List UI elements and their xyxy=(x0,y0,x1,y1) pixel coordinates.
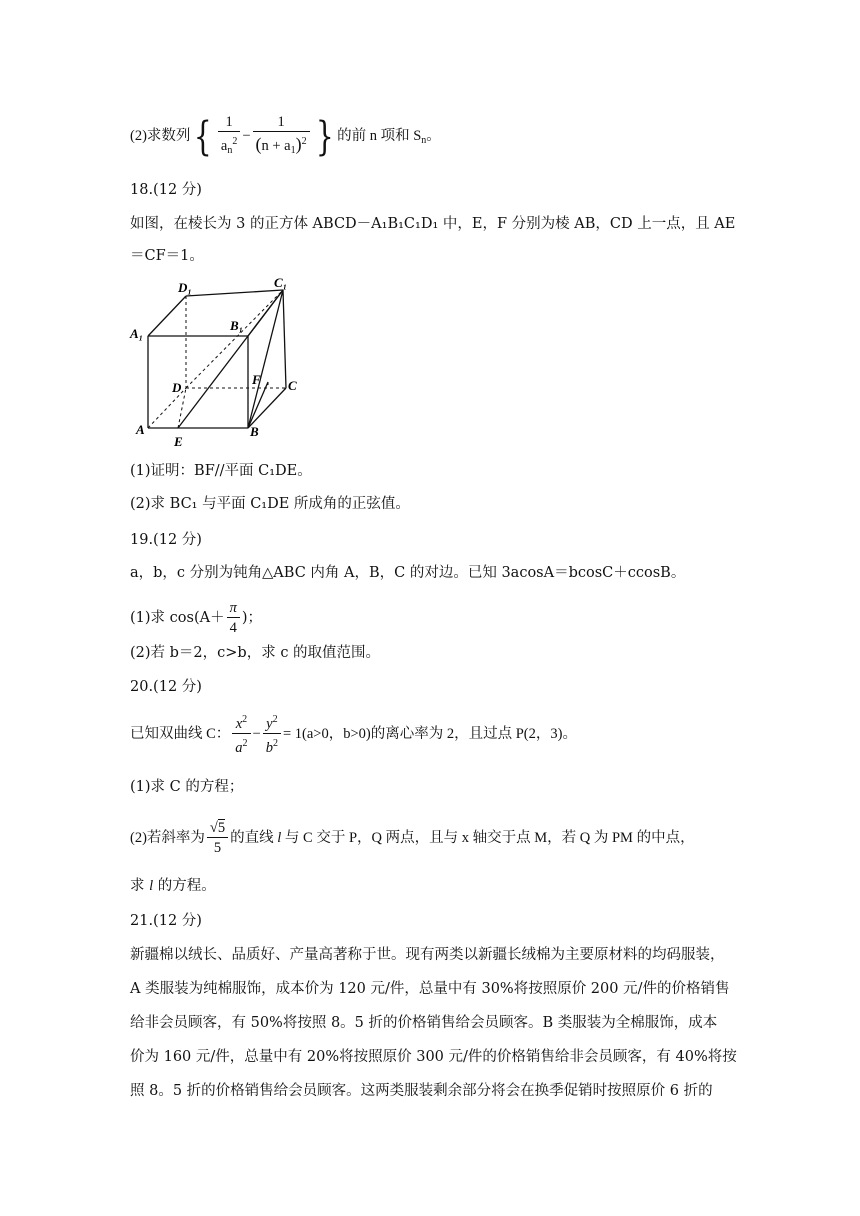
b-var: b xyxy=(265,740,273,757)
label-F: F xyxy=(252,372,261,387)
label-A1: A₁ xyxy=(130,326,144,341)
label-B: B xyxy=(250,424,259,439)
q20-part2-line2-prefix: 求 xyxy=(130,878,150,894)
frac1-den-sub: n xyxy=(227,144,233,156)
q20-part2-line2-suffix: 的方程。 xyxy=(153,878,216,894)
q21-line-3: 给非会员顾客，有 50%将按照 8。5 折的价格销售给会员顾客。B 类服装为全棉服饰，成本 xyxy=(130,1015,718,1031)
a-sq: 2 xyxy=(242,738,248,750)
fraction-x2-over-a2 xyxy=(232,711,250,758)
slope-den: 5 xyxy=(213,840,222,857)
x-sq: 2 xyxy=(242,714,248,726)
a-var: a xyxy=(235,740,243,757)
fraction-y2-over-b2 xyxy=(263,711,281,758)
frac1-den xyxy=(218,132,240,161)
frac2-num: 1 xyxy=(253,113,310,132)
label-E: E xyxy=(174,434,183,449)
x-var: x xyxy=(235,716,243,733)
q20-text xyxy=(130,708,577,760)
q20-text-prefix: 已知双曲线 C： xyxy=(130,726,231,742)
q20-text-suffix: (a>0，b>0)的离心率为 2，且过点 P(2，3)。 xyxy=(302,726,577,742)
line-l: l xyxy=(149,878,154,894)
q21-line-1: 新疆棉以绒长、品质好、产量高著称于世。现有两类以新疆长绒棉为主要原材料的均码服装， xyxy=(130,947,725,963)
q21-header: 21.(12 分) xyxy=(130,913,202,929)
sn-sub: n xyxy=(421,135,427,146)
q18-header: 18.(12 分) xyxy=(130,182,202,198)
q20-part1: (1)求 C 的方程； xyxy=(130,779,244,795)
frac2-den-sub: 1 xyxy=(290,144,296,156)
q20-part2-mid: 的直线 xyxy=(230,830,278,846)
sqrt-icon: √ xyxy=(209,820,218,837)
right-brace: } xyxy=(315,113,334,160)
q17-part2-prefix: (2)求数列 xyxy=(130,128,191,144)
sqrt-radicand: 5 xyxy=(217,820,226,837)
q18-text-line2: ＝CF＝1。 xyxy=(130,248,204,264)
q19-part1-suffix: )； xyxy=(241,610,263,626)
minus-sign: − xyxy=(252,726,261,742)
b-sq: 2 xyxy=(272,738,278,750)
label-C1: C₁ xyxy=(274,276,288,290)
label-B1: B₁ xyxy=(230,318,244,333)
equals-one: = 1 xyxy=(282,726,303,742)
q20-part2 xyxy=(130,812,695,864)
q19-header: 19.(12 分) xyxy=(130,532,202,548)
frac2-den-sup: 2 xyxy=(301,135,307,147)
fraction-1-over-an2 xyxy=(218,113,240,161)
minus-sign: − xyxy=(242,128,251,144)
line-l: l xyxy=(277,830,282,846)
label-D: D xyxy=(172,380,182,395)
q17-part2-end: 。 xyxy=(426,128,441,144)
cube-figure xyxy=(128,276,308,454)
y-sq: 2 xyxy=(272,714,278,726)
q19-text: a，b，c 分别为钝角△ABC 内角 A，B，C 的对边。已知 3acosA＝bcosC＋ccosB。 xyxy=(130,565,686,581)
frac2-den: $(n + a_1)^2$ xyxy=(255,133,307,156)
fraction-pi-over-4 xyxy=(227,599,240,638)
q19-part1-prefix: (1)求 cos(A＋ xyxy=(130,610,225,626)
q20-part2-line2 xyxy=(130,876,216,896)
pi-num: π xyxy=(227,599,240,618)
q20-header: 20.(12 分) xyxy=(130,679,202,695)
q17-part2-suffix: 的前 n 项和 S xyxy=(337,128,422,144)
y-var: y xyxy=(266,716,273,733)
q20-part2-suffix: 与 C 交于 P，Q 两点，且与 x 轴交于点 M，若 Q 为 PM 的中点， xyxy=(281,830,695,846)
frac1-num: 1 xyxy=(218,113,240,132)
frac1-den-sup: 2 xyxy=(232,135,238,147)
q20-part2-prefix: (2)若斜率为 xyxy=(130,830,205,846)
fraction-1-over-n-plus-a1 xyxy=(253,113,310,161)
fraction-sqrt5-over-5 xyxy=(207,819,228,858)
label-D1: D₁ xyxy=(178,280,192,295)
q18-text-line1: 如图，在棱长为 3 的正方体 ABCD－A₁B₁C₁D₁ 中，E，F 分别为棱 AB，CD 上一点，且 AE xyxy=(130,216,736,232)
q21-line-2: A 类服装为纯棉服饰，成本价为 120 元/件，总量中有 30%将按照原价 200 元/件的价格销售 xyxy=(130,981,730,997)
left-brace: { xyxy=(194,113,213,160)
q18-part2: (2)求 BC₁ 与平面 C₁DE 所成角的正弦值。 xyxy=(130,496,410,512)
q19-part2: (2)若 b＝2，c>b，求 c 的取值范围。 xyxy=(130,645,381,661)
q21-line-5: 照 8。5 折的价格销售给会员顾客。这两类服装剩余部分将会在换季促销时按照原价 6 折的 xyxy=(130,1083,713,1099)
q19-part1 xyxy=(130,596,262,640)
frac1-den-base: a xyxy=(220,137,228,154)
q17-part2 xyxy=(130,108,441,164)
q21-line-4: 价为 160 元/件，总量中有 20%将按照原价 300 元/件的价格销售给非会员顾客，有 40%将按 xyxy=(130,1049,737,1065)
frac2-den-expr: n + a xyxy=(261,137,291,154)
label-A: A xyxy=(136,422,145,437)
q18-part1: (1)证明：BF//平面 C₁DE。 xyxy=(130,463,312,479)
four-den: 4 xyxy=(229,619,237,636)
label-C: C xyxy=(288,378,297,393)
